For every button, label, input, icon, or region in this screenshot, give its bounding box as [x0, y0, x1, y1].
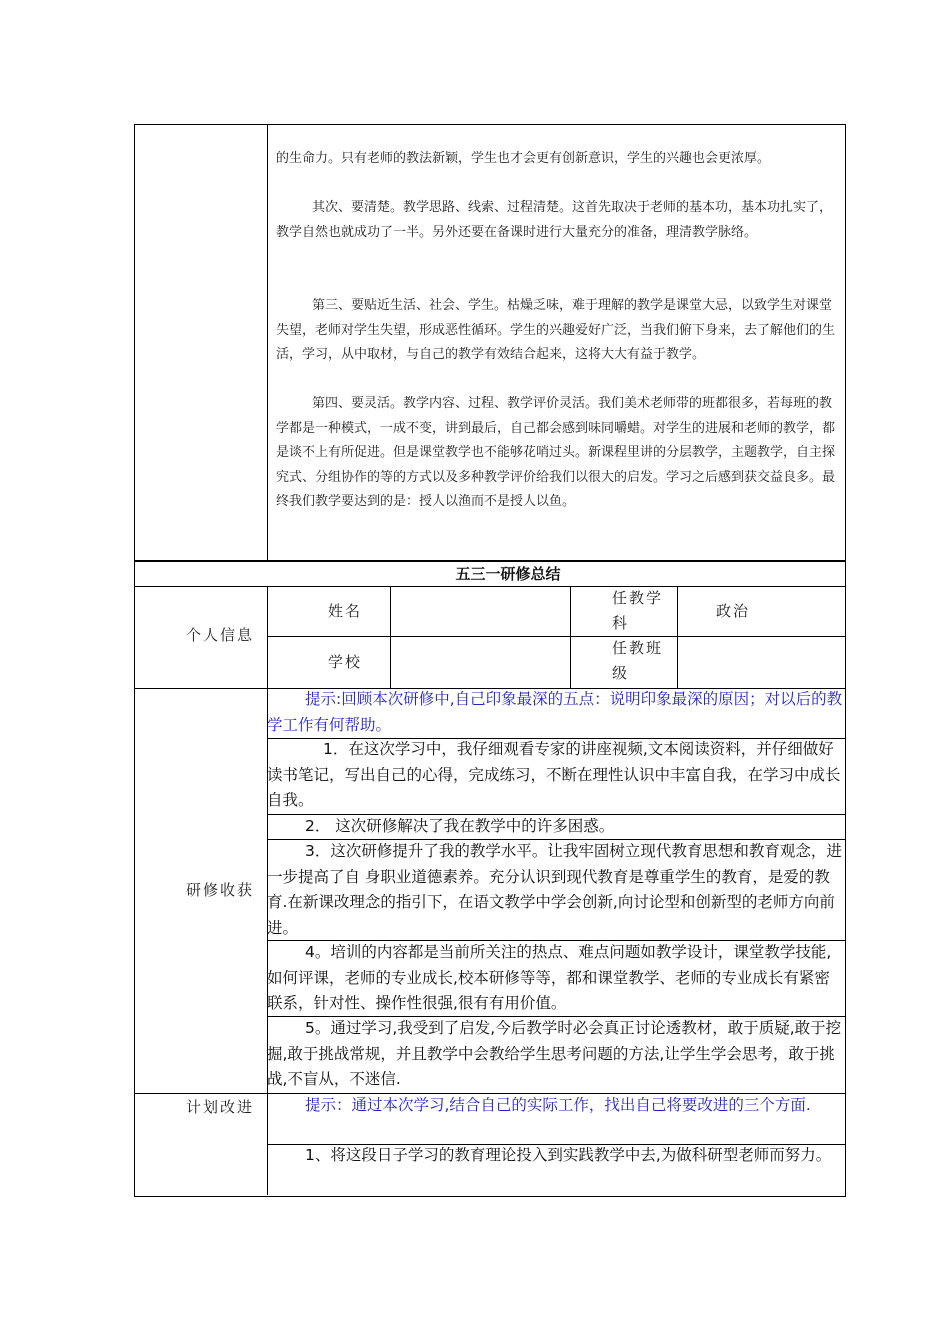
info-col-divider-4 — [677, 586, 678, 688]
info-col-divider-2 — [390, 586, 391, 688]
column-divider — [267, 124, 268, 561]
title-row-border — [134, 586, 845, 587]
gains-item-3: 3．这次研修提升了我的教学水平。让我牢固树立现代教育思想和教育观念，进一步提高了自 身职业道德素养。充分认识到现代教育是尊重学生的教育，是爱的教育.在新课改理念的指引下，在语文教学中学会创新,向讨论型和创新型的老师方向前进。 — [267, 842, 842, 937]
gains-hint: 提示:回顾本次研修中,自己印象最深的五点：说明印象最深的原因；对以后的教学工作有何帮助。 — [267, 690, 843, 734]
subject-value: 政治 — [716, 602, 751, 620]
info-col-divider-3 — [570, 586, 571, 688]
name-label: 姓名 — [327, 602, 362, 620]
subject-label: 任教学科 — [612, 589, 664, 632]
gains-item-1: 1．在这次学习中，我仔细观看专家的讲座视频,文本阅读资料，并仔细做好读书笔记，写出自己的心得，完成练习，不断在理性认识中丰富自我，在学习中成长自我。 — [267, 740, 841, 809]
paragraph-4: 第四、要灵活。教学内容、过程、教学评价灵活。我们美术老师带的班都很多，若每班的教学都是一种模式，一成不变，讲到最后，自己都会感到味同嚼蜡。对学生的进展和老师的教学，都是谈不上有所促进。但是课堂教学也不能够花哨过头。新课程里讲的分层教学，主题教学，自主探究式、分组协作的等的方式以及多种教学评价给我们以很大的启发。学习之后感到获交益良多。最终我们教学要达到的是：授人以渔而不是授人以鱼。 — [276, 396, 836, 509]
gains-item-5: 5。通过学习,我受到了启发,今后教学时必会真正讨论透教材，敢于质疑,敢于挖掘,敢于挑战常规，并且教学中会教给学生思考问题的方法,让学生学会思考，敢于挑战,不盲从，不迷信. — [267, 1019, 842, 1088]
class-label: 任教班级 — [612, 639, 664, 682]
paragraph-1: 的生命力。只有老师的教法新颖，学生也才会更有创新意识，学生的兴趣也会更浓厚。 — [276, 151, 771, 166]
plan-hint: 提示：通过本次学习,结合自己的实际工作，找出自己将要改进的三个方面. — [305, 1096, 811, 1114]
personal-info-label: 个人信息 — [185, 626, 254, 644]
gains-item-4: 4。培训的内容都是当前所关注的热点、难点问题如教学设计，课堂教学技能,如何评课，老师的专业成长,校本研修等等，都和课堂教学、老师的专业成长有紧密联系，针对性、操作性很强,很有有用价值。 — [267, 943, 832, 1012]
paragraph-3: 第三、要贴近生活、社会、学生。枯燥乏味，难于理解的教学是课堂大忌，以致学生对课堂失望，老师对学生失望，形成恶性循环。学生的兴趣爱好广泛，当我们俯下身来，去了解他们的生活，学习，从中取材，与自己的教学有效结合起来，这将大大有益于教学。 — [276, 298, 836, 362]
gains-label: 研修收获 — [185, 881, 254, 899]
plan-item-1: 1、将这段日子学习的教育理论投入到实践教学中去,为做科研型老师而努力。 — [305, 1146, 832, 1164]
summary-title: 五三一研修总结 — [455, 565, 561, 583]
school-label: 学校 — [327, 653, 362, 671]
plan-label: 计划改进 — [185, 1098, 254, 1116]
gains-item-2: 2． 这次研修解决了我在教学中的许多困惑。 — [305, 817, 615, 835]
info-row-divider — [267, 636, 845, 637]
paragraph-2: 其次、要清楚。教学思路、线索、过程清楚。这首先取决于老师的基本功，基本功扎实了，教学自然也就成功了一半。另外还要在备课时进行大量充分的准备，理清教学脉络。 — [276, 200, 833, 240]
